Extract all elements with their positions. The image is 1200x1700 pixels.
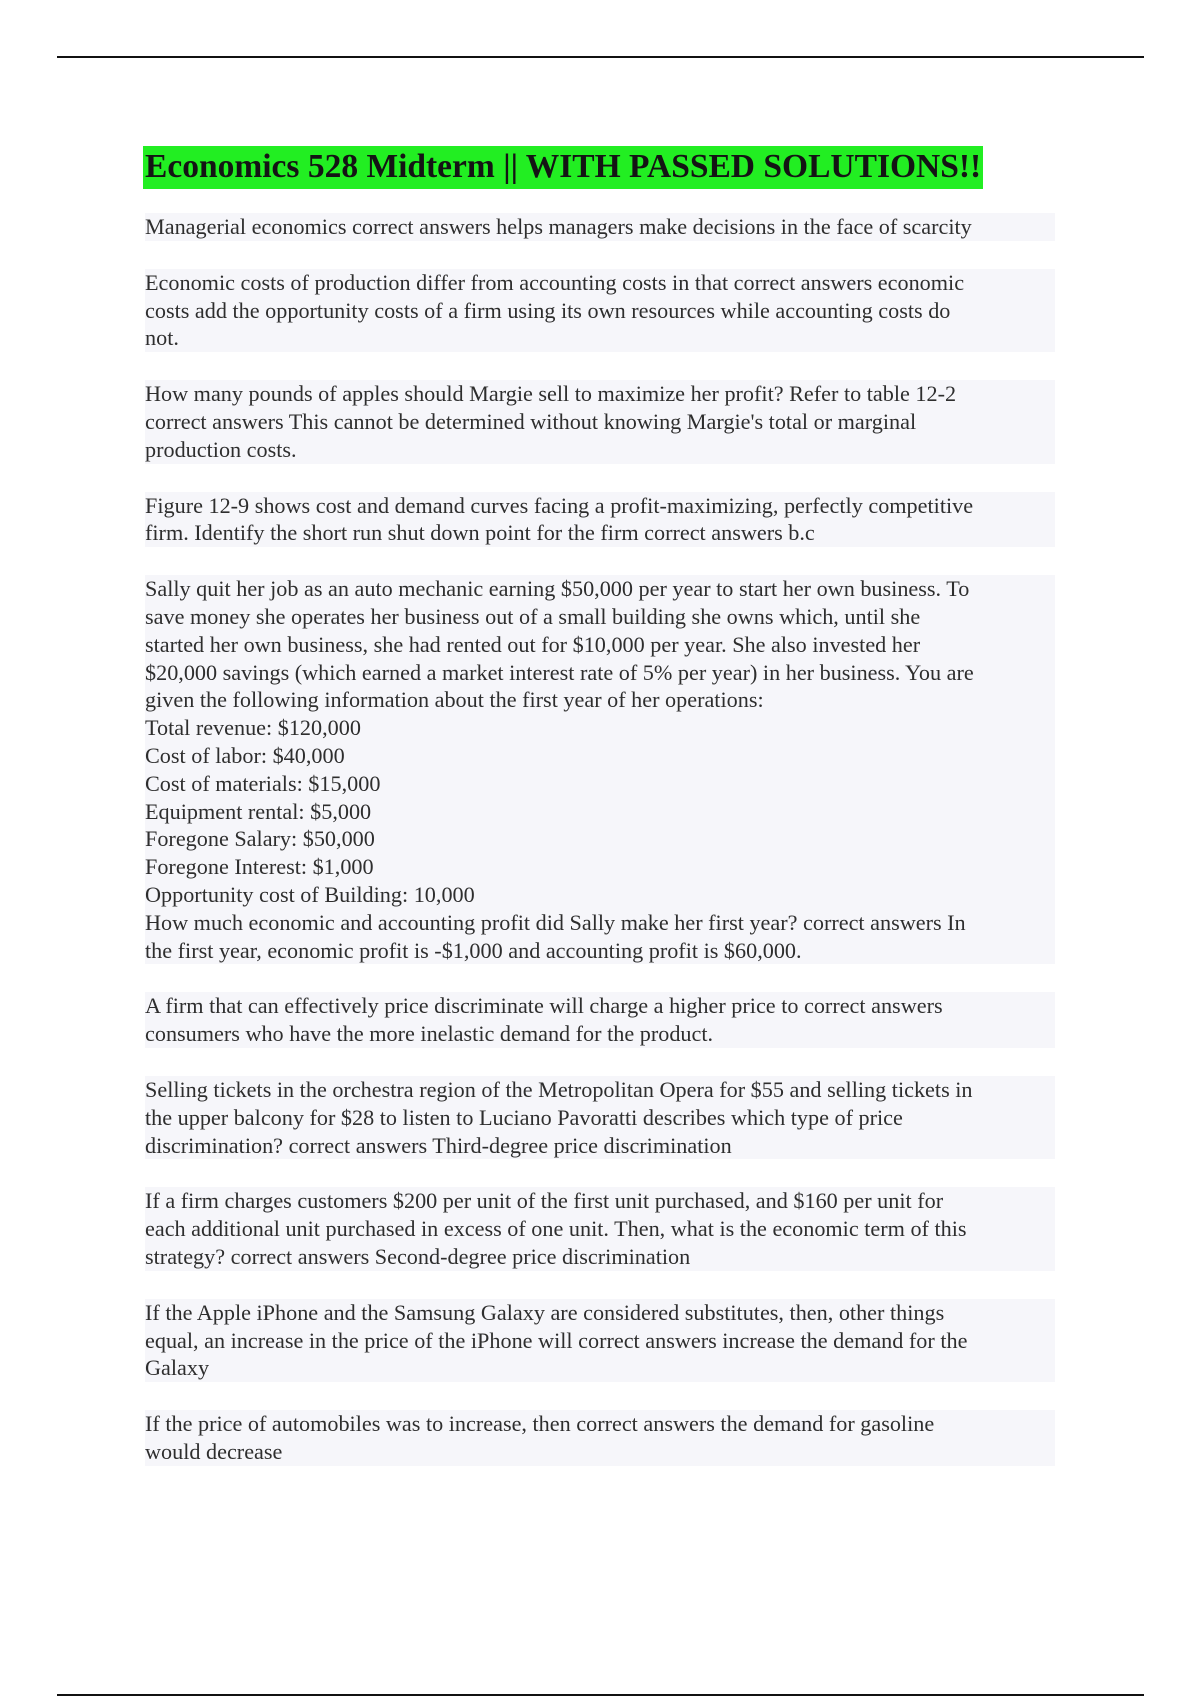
- qa-list: [145, 213, 1055, 1466]
- qa-line: If a firm charges customers $200 per unit of the first unit purchased, and $160 per unit for: [145, 1188, 944, 1214]
- qa-line: costs add the opportunity costs of a firm using its own resources while accounting costs do: [145, 297, 951, 323]
- qa-line: Foregone Interest: $1,000: [145, 854, 374, 880]
- qa-paragraph: [145, 1076, 1055, 1159]
- top-horizontal-rule: [57, 56, 1144, 58]
- qa-line: Cost of materials: $15,000: [145, 770, 381, 796]
- qa-line: How much economic and accounting profit did Sally make her first year? correct answers In: [145, 909, 966, 935]
- qa-paragraph: [145, 380, 1055, 463]
- qa-paragraph: [145, 992, 1055, 1048]
- document-title: Economics 528 Midterm || WITH PASSED SOLUTIONS!!: [145, 148, 982, 185]
- qa-line: Foregone Salary: $50,000: [145, 826, 375, 852]
- qa-line: save money she operates her business out of a small building she owns which, until she: [145, 603, 921, 629]
- qa-line: If the price of automobiles was to increase, then correct answers the demand for gasoline: [145, 1411, 935, 1437]
- qa-line: Cost of labor: $40,000: [145, 742, 345, 768]
- qa-line: not.: [145, 325, 179, 351]
- qa-line: consumers who have the more inelastic demand for the product.: [145, 1021, 714, 1047]
- qa-line: discrimination? correct answers Third-degree price discrimination: [145, 1132, 732, 1158]
- qa-line: Equipment rental: $5,000: [145, 798, 372, 824]
- qa-line: given the following information about the first year of her operations:: [145, 687, 764, 713]
- qa-line: Economic costs of production differ from accounting costs in that correct answers economic: [145, 269, 965, 295]
- qa-line: Selling tickets in the orchestra region of the Metropolitan Opera for $55 and selling tickets in: [145, 1076, 973, 1102]
- qa-line: started her own business, she had rented out for $10,000 per year. She also invested her: [145, 631, 921, 657]
- qa-line: the upper balcony for $28 to listen to Luciano Pavoratti describes which type of price: [145, 1104, 903, 1130]
- qa-line: Total revenue: $120,000: [145, 715, 361, 741]
- qa-line: Figure 12-9 shows cost and demand curves facing a profit-maximizing, perfectly competitive: [145, 492, 974, 518]
- document-body: [145, 146, 1055, 1466]
- qa-paragraph: [145, 1187, 1055, 1270]
- qa-line: Sally quit her job as an auto mechanic earning $50,000 per year to start her own business. To: [145, 576, 970, 602]
- qa-paragraph: [145, 575, 1055, 964]
- qa-line: equal, an increase in the price of the iPhone will correct answers increase the demand for the: [145, 1327, 968, 1353]
- qa-paragraph: [145, 1410, 1055, 1466]
- qa-paragraph: [145, 492, 1055, 548]
- bottom-horizontal-rule: [57, 1694, 1144, 1696]
- qa-line: each additional unit purchased in excess of one unit. Then, what is the economic term of this: [145, 1216, 967, 1242]
- qa-line: production costs.: [145, 436, 297, 462]
- qa-line: Managerial economics correct answers helps managers make decisions in the face of scarcity: [145, 214, 972, 239]
- qa-line: correct answers This cannot be determined without knowing Margie's total or marginal: [145, 408, 917, 434]
- qa-line: Galaxy: [145, 1355, 210, 1381]
- qa-line: $20,000 savings (which earned a market interest rate of 5% per year) in her business. You are: [145, 659, 974, 685]
- qa-line: If the Apple iPhone and the Samsung Galaxy are considered substitutes, then, other things: [145, 1299, 945, 1325]
- qa-line: would decrease: [145, 1438, 283, 1464]
- title-highlight: [143, 146, 983, 189]
- qa-line: Opportunity cost of Building: 10,000: [145, 881, 475, 907]
- qa-line: A firm that can effectively price discriminate will charge a higher price to correct answers: [145, 993, 943, 1019]
- qa-line: strategy? correct answers Second-degree price discrimination: [145, 1243, 691, 1269]
- qa-paragraph: [145, 213, 1055, 241]
- qa-paragraph: [145, 269, 1055, 352]
- qa-line: How many pounds of apples should Margie sell to maximize her profit? Refer to table 12-2: [145, 381, 957, 407]
- qa-paragraph: [145, 1299, 1055, 1382]
- qa-line: firm. Identify the short run shut down point for the firm correct answers b.c: [145, 520, 815, 546]
- qa-line: the first year, economic profit is -$1,000 and accounting profit is $60,000.: [145, 937, 802, 963]
